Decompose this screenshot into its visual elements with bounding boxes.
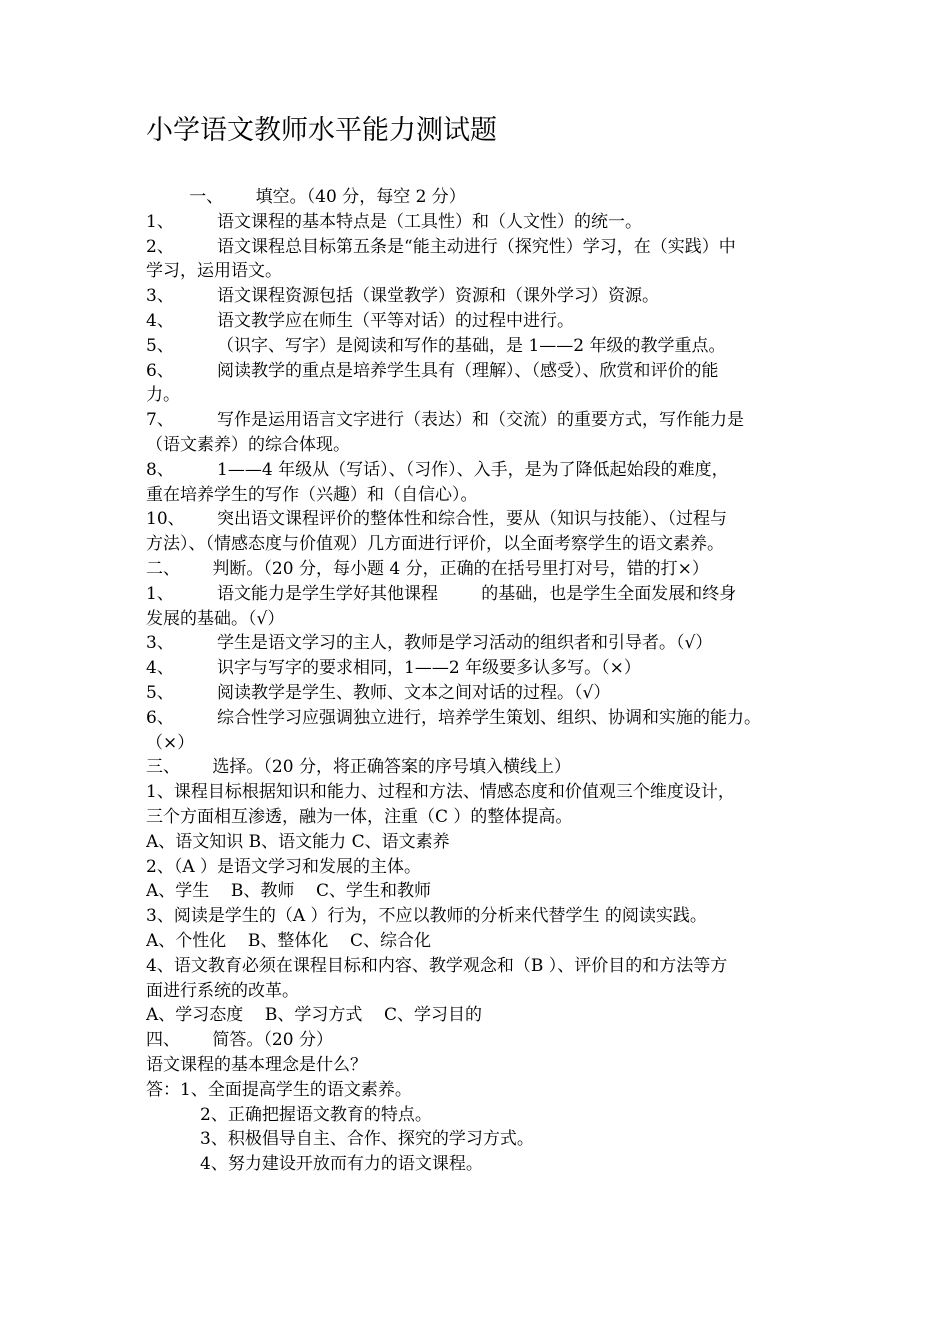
text-line: 二、 判断。（20 分，每小题 4 分，正确的在括号里打对号，错的打×） (146, 559, 709, 579)
text-line: 1、 语文课程的基本特点是（工具性）和（人文性）的统一。 (146, 211, 643, 232)
text-line: 5、 （识字、写字）是阅读和写作的基础，是 1——2 年级的教学重点。 (146, 335, 726, 356)
text-line: 三、 选择。（20 分，将正确答案的序号填入横线上） (146, 757, 571, 778)
text-line: 1、 语文能力是学生学好其他课程 的基础，也是学生全面发展和终身 (146, 583, 737, 604)
text-line: 7、 写作是运用语言文字进行（表达）和（交流）的重要方式，写作能力是 (146, 410, 745, 431)
text-line: 重在培养学生的写作（兴趣）和（自信心）。 (146, 484, 478, 505)
text-line: 10、 突出语文课程评价的整体性和综合性，要从（知识与技能）、（过程与 (146, 509, 728, 530)
text-line: 发展的基础。（√） (146, 608, 285, 629)
text-line: 3、积极倡导自主、合作、探究的学习方式。 (146, 1129, 534, 1150)
text-line: 8、 1——4 年级从（写话）、（习作）、入手，是为了降低起始段的难度， (146, 459, 729, 480)
text-line: 面进行系统的改革。 (146, 980, 299, 1001)
text-line: 学习，运用语文。 (146, 261, 282, 282)
text-line: 语文课程的基本理念是什么？ (146, 1055, 367, 1075)
text-line: 4、 识字与写字的要求相同，1——2 年级要多认多写。（×） (146, 658, 641, 679)
text-line: 6、 综合性学习应强调独立进行，培养学生策划、组织、协调和实施的能力。 (146, 707, 762, 728)
text-line: A、学生 B、教师 C、学生和教师 (146, 881, 432, 902)
text-line: 一、 填空。（40 分，每空 2 分） (146, 187, 466, 207)
text-line: 答：1、全面提高学生的语文素养。 (146, 1079, 412, 1100)
text-line: 4、努力建设开放而有力的语文课程。 (146, 1154, 483, 1175)
text-line: 2、正确把握语文教育的特点。 (146, 1104, 432, 1125)
text-line: 5、 阅读教学是学生、教师、文本之间对话的过程。（√） (146, 683, 611, 703)
text-line: 4、 语文教学应在师生（平等对话）的过程中进行。 (146, 311, 575, 331)
text-line: 3、阅读是学生的（A ）行为，不应以教师的分析来代替学生 的阅读实践。 (146, 906, 707, 927)
text-line: （×） (146, 732, 195, 753)
document-title: 小学语文教师水平能力测试题 (146, 115, 497, 146)
text-line: 4、语文教育必须在课程目标和内容、教学观念和（B ）、评价目的和方法等方 (146, 955, 728, 976)
text-line: （语文素养）的综合体现。 (146, 435, 350, 455)
text-line: 3、 学生是语文学习的主人，教师是学习活动的组织者和引导者。（√） (146, 633, 713, 654)
text-line: 6、 阅读教学的重点是培养学生具有（理解）、（感受）、欣赏和评价的能 (146, 360, 719, 381)
text-line: A、语文知识 B、语文能力 C、语文素养 (146, 831, 450, 852)
text-line: A、学习态度 B、学习方式 C、学习目的 (146, 1005, 483, 1026)
text-line: A、个性化 B、整体化 C、综合化 (146, 931, 432, 951)
text-line: 2、 语文课程总目标第五条是“能主动进行（探究性）学习，在（实践）中 (146, 236, 736, 257)
text-line: 1、课程目标根据知识和能力、过程和方法、情感态度和价值观三个维度设计， (146, 782, 735, 803)
text-line: 2、（A ）是语文学习和发展的主体。 (146, 856, 421, 877)
text-line: 三个方面相互渗透，融为一体，注重（C ）的整体提高。 (146, 807, 573, 827)
text-line: 力。 (146, 385, 180, 406)
text-line: 方法）、（情感态度与价值观）几方面进行评价，以全面考察学生的语文素养。 (146, 534, 724, 555)
text-line: 3、 语文课程资源包括（课堂教学）资源和（课外学习）资源。 (146, 286, 660, 307)
text-line: 四、 简答。（20 分） (146, 1030, 333, 1051)
